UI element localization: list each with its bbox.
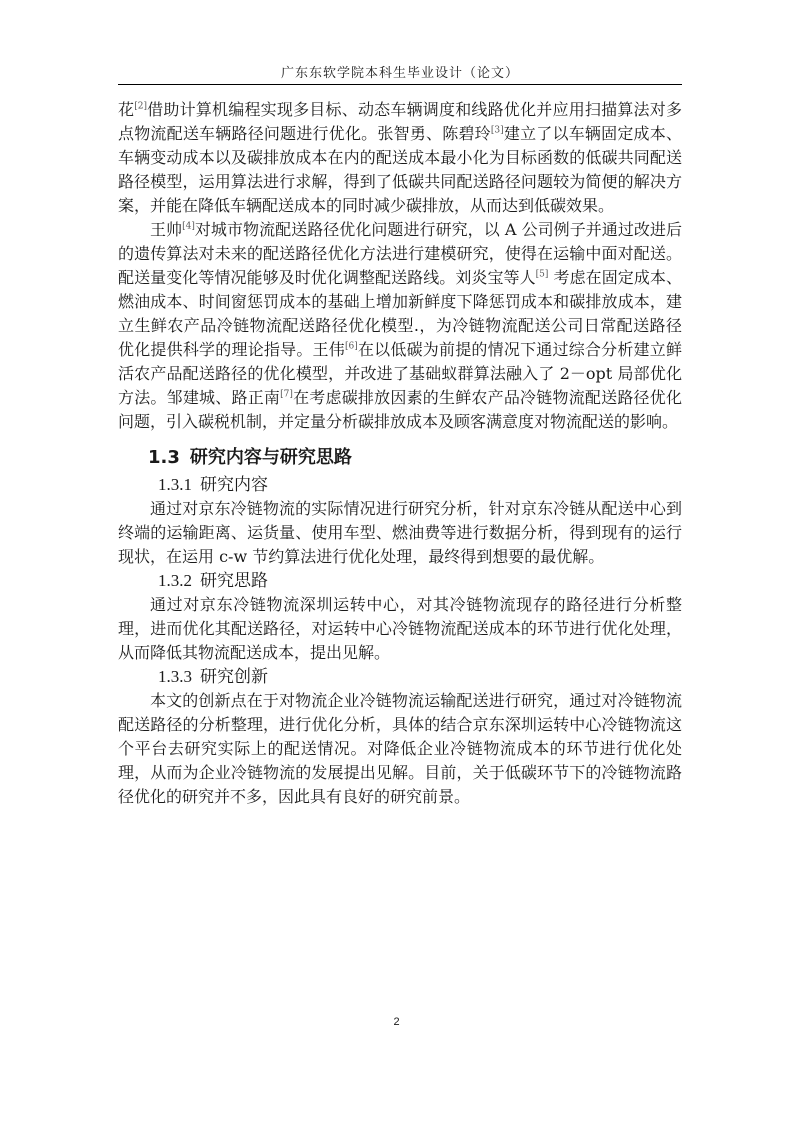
citation-marker: [7]: [280, 389, 293, 400]
subsection-title: 研究创新: [200, 667, 268, 687]
header-rule: [118, 84, 682, 85]
citation-marker: [5]: [535, 269, 549, 280]
text-run: 对城市物流配送路径优化问题进行研究，以 A 公司例子并通过改进后的遗传算法对未来的配送路径优化方法进行建模研究，使得在运输中面对配送。配送量变化等情况能够及时优化调整配送路线。刘炎宝等人: [118, 220, 682, 287]
subsection-heading-1-3-3: [158, 665, 682, 689]
subsection-heading-1-3-2: [158, 569, 682, 593]
text-run: 在考虑碳排放因素的生鲜农产品冷链物流配送路径优化问题，引入碳税机制，并定量分析碳排放成本及顾客满意度对物流配送的影响。: [118, 388, 682, 431]
text-run: 建立了以车辆固定成本、车辆变动成本以及碳排放成本在内的配送成本最小化为目标函数的低碳共同配送路径模型，运用算法进行求解，得到了低碳共同配送路径问题较为简便的解决方案，并能在降低车辆配送成本的同时减少碳排放，从而达到低碳效果。: [118, 124, 682, 215]
subsection-number: 1.3.1: [158, 475, 192, 494]
text-run: 在以低碳为前提的情况下通过综合分析建立鲜活农产品配送路径的优化模型，并改进了基础蚁群算法融入了 2－opt 局部优化方法。邹建城、路正南: [118, 340, 682, 407]
text-run: 借助计算机编程实现多目标、动态车辆调度和线路优化并应用扫描算法对多点物流配送车辆路径问题进行优化。张智勇、陈碧玲: [118, 100, 682, 143]
citation-marker: [4]: [182, 221, 195, 232]
subsection-title: 研究思路: [200, 571, 268, 591]
subsection-number: 1.3.3: [158, 667, 192, 686]
citation-marker: [6]: [344, 341, 358, 352]
paragraph-literature-1: [118, 98, 682, 218]
citation-marker: [3]: [490, 125, 504, 136]
running-header: 广东东软学院本科生毕业设计（论文）: [280, 66, 519, 81]
subsection-number: 1.3.2: [158, 571, 192, 590]
paragraph-literature-2: [118, 218, 682, 434]
text-run: 考虑在固定成本、燃油成本、时间窗惩罚成本的基础上增加新鲜度下降惩罚成本和碳排放成本，建立生鲜农产品冷链物流配送路径优化模型.，为冷链物流配送公司日常配送路径优化提供科学的理论指导。王伟: [118, 268, 682, 359]
section-heading-1-3: [148, 446, 682, 470]
section-title: 研究内容与研究思路: [189, 447, 352, 468]
paragraph-research-innovation: 本文的创新点在于对物流企业冷链物流运输配送进行研究，通过对冷链物流配送路径的分析整理，进行优化分析，具体的结合京东深圳运转中心冷链物流这个平台去研究实际上的配送情况。对降低企业冷链物流成本的环节进行优化处理，从而为企业冷链物流的发展提出见解。目前，关于低碳环节下的冷链物流路径优化的研究并不多，因此具有良好的研究前景。: [118, 691, 682, 806]
text-run: 王帅: [150, 220, 183, 239]
paragraph-research-content: 通过对京东冷链物流的实际情况进行研究分析，针对京东冷链从配送中心到终端的运输距离、运货量、使用车型、燃油费等进行数据分析，得到现有的运行现状，在运用 c-w 节约算法进行优化处理，最终得到想要的最优解。: [118, 499, 682, 566]
section-number: 1.3: [148, 447, 180, 468]
subsection-title: 研究内容: [200, 475, 268, 495]
text-run: 花: [118, 100, 135, 119]
citation-marker: [2]: [134, 101, 147, 112]
subsection-heading-1-3-1: [158, 473, 682, 497]
page-number: 2: [393, 1016, 400, 1028]
page-body: [118, 98, 682, 809]
paragraph-research-approach: 通过对京东冷链物流深圳运转中心，对其冷链物流现存的路径进行分析整理，进而优化其配送路径，对运转中心冷链物流配送成本的环节进行优化处理，从而降低其物流配送成本，提出见解。: [118, 595, 682, 662]
